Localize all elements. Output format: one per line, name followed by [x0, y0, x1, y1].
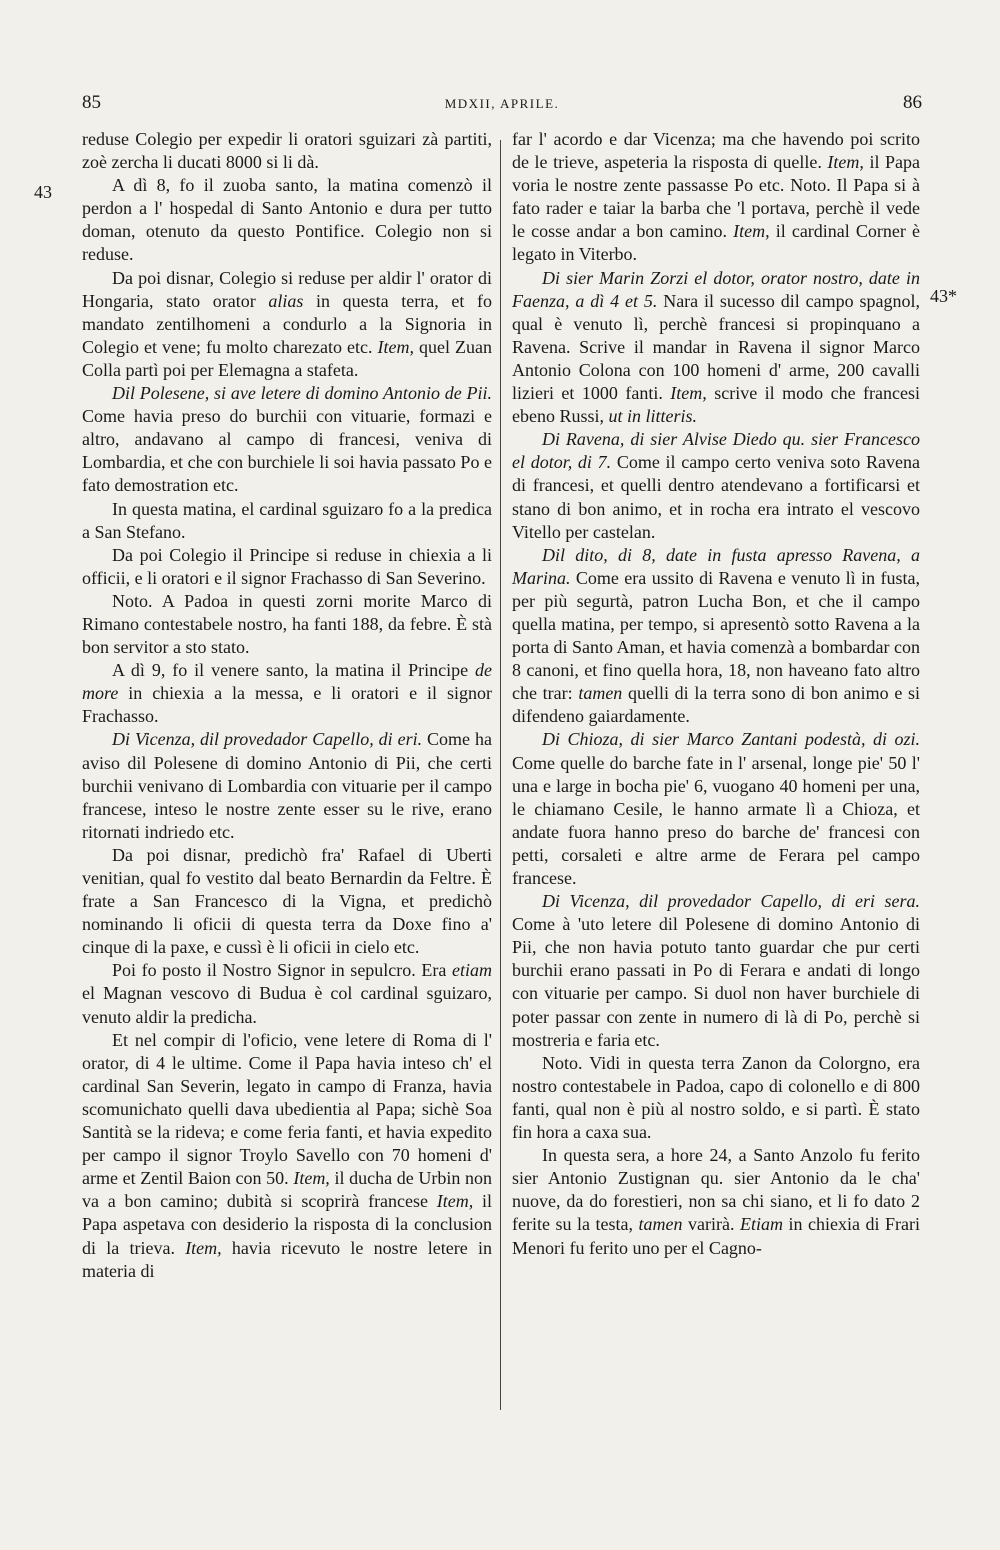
- text-run: A dì 9, fo il venere santo, la matina il Principe: [112, 660, 475, 681]
- italic-text: Di Chioza, di sier Marco Zantani podestà, di ozi.: [542, 729, 920, 750]
- text-run: in questa terra, et fo mandato zentilhomeni a condurlo a la Signoria in Colegio et vene; fu molto charezato etc.: [82, 290, 492, 357]
- text-run: Noto. A Padoa in questi zorni morite Marco di Rimano contestabele nostro, ha fanti 188, da febre. È stà bon servitor a sto stato.: [82, 590, 492, 658]
- italic-text: ut in litteris.: [608, 406, 698, 427]
- paragraph: [82, 1029, 492, 1283]
- italic-text: Etiam: [740, 1214, 783, 1235]
- text-run: varirà.: [682, 1214, 740, 1235]
- page-header: [82, 92, 922, 122]
- italic-text: etiam: [452, 960, 492, 981]
- italic-text: Item,: [827, 152, 864, 173]
- paragraph: [82, 844, 492, 959]
- italic-text: Item,: [185, 1237, 222, 1258]
- paragraph: [82, 590, 492, 659]
- italic-text: Item,: [293, 1168, 330, 1189]
- text-run: el Magnan vescovo di Budua è col cardinal sguizaro, venuto aldir la predicha.: [82, 983, 492, 1027]
- text-run: quelli di la terra sono di bon animo e si difendeno gaiardamente.: [512, 683, 920, 727]
- paragraph: [82, 959, 492, 1028]
- right-column: [512, 128, 920, 1260]
- italic-text: Di sier Marin Zorzi el dotor, orator nostro, date in Faenza, a dì 4 et 5.: [512, 267, 920, 311]
- text-run: Da poi disnar, predichò fra' Rafael di Uberti venitian, qual fo vestito dal beato Bernardin da Feltre. È frate a San Francesco di la Vigna, et predichò nominando li oficii di questa terra da Doxe fino a' cinque di la paxe, e cussì è li oficii in cielo etc.: [82, 844, 492, 958]
- paragraph: [82, 382, 492, 497]
- paragraph: [82, 267, 492, 382]
- paragraph: [82, 128, 492, 174]
- paragraph: [512, 890, 920, 1052]
- text-run: Come havia preso do burchii con vituarie, formazi e altro, andavano al campo di francesi, veniva di Lombardia, et che con burchiele li soi havia passato Po e fato demostration etc.: [82, 406, 492, 496]
- paragraph: [82, 174, 492, 266]
- page-number-left: 85: [82, 92, 101, 113]
- text-run: Et nel compir di l'oficio, vene letere di Roma di l' orator, di 4 le ultime. Come il Papa havia inteso ch' el cardinal San Severin, legato in campo di Franza, havia scomunichato quelli dava ubedientia al Papa; sichè Soa Santità se la rideva; e come feria fanti, et havia expedito per campo il signor Troylo Savello con 70 homeni d' arme et Zentil Baion con 50.: [82, 1029, 492, 1189]
- italic-text: tamen: [578, 683, 623, 704]
- italic-text: Dil dito, di 8, date in fusta apresso Ravena, a Marina.: [512, 544, 920, 588]
- italic-text: alias: [268, 290, 304, 311]
- italic-text: de more: [82, 660, 492, 704]
- text-run: quel Zuan Colla partì poi per Elemagna a stafeta.: [82, 336, 492, 380]
- text-run: il Papa aspetava con desiderio la risposta di la conclusion di la trieva.: [82, 1191, 492, 1258]
- paragraph: [82, 544, 492, 590]
- italic-text: Di Vicenza, dil provedador Capello, di eri.: [112, 729, 423, 750]
- italic-text: Item,: [733, 221, 770, 242]
- text-run: havia ricevuto le nostre letere in materia di: [82, 1237, 492, 1281]
- paragraph: [512, 728, 920, 890]
- paragraph: [512, 428, 920, 543]
- text-run: Poi fo posto il Nostro Signor in sepulcro. Era: [112, 960, 452, 981]
- text-run: Come à 'uto letere dil Polesene di domino Antonio di Pii, che non havia potuto tanto guardar che pur certi burchii erano passati in Po di Ferara e andati di longo con vituarie per campo. Si duol non haver burchiele di poter passar con zente in numero di là di Po, perchè si mostreria e faria etc.: [512, 914, 920, 1050]
- paragraph: [512, 128, 920, 267]
- text-run: Come era ussito di Ravena e venuto lì in fusta, per più segurtà, patron Lucha Bon, et che il campo quella matina, per tempo, si apresentò sotto Ravena a la porta di Santo Aman, et havia comenzà a bombardar con 8 canoni, et fino quella hora, 18, non haveano fato altro che trar:: [512, 567, 920, 704]
- text-run: in chiexia di Frari Menori fu ferito uno per el Cagno-: [512, 1214, 921, 1258]
- margin-number-right: 43*: [930, 286, 957, 306]
- text-run: Come ha aviso dil Polesene di domino Antonio di Pii, che certi burchii venivano di Lombardia con vituarie per il campo francese, inteso le nostre zente esser su le rive, erano ritornati indriedo etc.: [82, 729, 492, 842]
- text-run: In questa sera, a hore 24, a Santo Anzolo fu ferito sier Antonio Zustignan qu. sier Antonio da le cha' nuove, da do forestieri, non sa chi siano, et li fo dato 2 ferite su la testa,: [512, 1145, 920, 1235]
- paragraph: [512, 267, 920, 429]
- text-run: Noto. Vidi in questa terra Zanon da Colorgno, era nostro contestabele in Padoa, capo di colonello e di 800 fanti, qual non è più al nostro soldo, e si partì. È stato fin hora a caxa sua.: [512, 1052, 920, 1143]
- left-column: [82, 128, 492, 1283]
- text-run: In questa matina, el cardinal sguizaro fo a la predica a San Stefano.: [82, 498, 492, 542]
- italic-text: tamen: [638, 1214, 683, 1235]
- text-run: A dì 8, fo il zuoba santo, la matina comenzò il perdon a l' hospedal di Santo Antonio e dura per tutto doman, otenuto da questo Pontifice. Colegio non si reduse.: [82, 175, 492, 265]
- text-run: reduse Colegio per expedir li oratori sguizari zà partiti, zoè zercha li ducati 8000 si li dà.: [82, 129, 492, 173]
- text-run: Da poi Colegio il Principe si reduse in chiexia a li officii, e li oratori e il signor Frachasso di San Severino.: [82, 544, 492, 588]
- margin-number-left: 43: [34, 182, 52, 202]
- paragraph: [512, 1052, 920, 1144]
- running-title: MDXII, APRILE.: [444, 96, 560, 111]
- page-number-right: 86: [903, 92, 922, 113]
- text-run: Nara il sucesso dil campo spagnol, qual è venuto lì, perchè francesi si propinquano a Ravena. Scrive il mandar in Ravena il signor Marco Antonio Colona con 100 homeni d' arme, 200 cavalli lizieri et 1000 fanti.: [512, 290, 920, 404]
- paragraph: [512, 544, 920, 729]
- italic-text: Item,: [377, 336, 414, 357]
- text-run: Come quelle do barche fate in l' arsenal, longe pie' 50 l' una e large in bocha pie' 6, vuogano 40 homeni per una, le chiamano Cesile, le hanno armate lì a Chioza, et andate fuora hanno preso do barche de' francesi con petti, corsaleti e altre arme de Ferara pel campo francese.: [512, 752, 920, 888]
- text-run: il cardinal Corner è legato in Viterbo.: [512, 221, 920, 265]
- text-run: il ducha de Urbin non va a bon camino; dubità si scoprirà francese: [82, 1168, 493, 1212]
- text-run: scrive il modo che francesi ebeno Russi,: [512, 383, 921, 427]
- paragraph: [82, 728, 492, 843]
- italic-text: Di Vicenza, dil provedador Capello, di eri sera.: [542, 891, 920, 912]
- column-divider: [500, 140, 501, 1410]
- paragraph: [82, 659, 492, 728]
- italic-text: Item,: [670, 383, 707, 404]
- text-run: Come il campo certo veniva soto Ravena di francesi, et quelli dentro atendevano a fortificarsi et stano di bon animo, et in rocha era intrato el vescovo Vitello per castelan.: [512, 452, 920, 542]
- paragraph: [512, 1144, 920, 1259]
- text-run: il Papa voria le nostre zente passasse Po etc. Noto. Il Papa si à fato rader e taiar la barba che 'l portava, perchè il vede le cosse andar a bon camino.: [512, 152, 920, 242]
- text-run: far l' acordo e dar Vicenza; ma che havendo poi scrito de le trieve, aspeteria la risposta di quelle.: [512, 129, 920, 173]
- italic-text: Dil Polesene, si ave letere di domino Antonio de Pii.: [112, 383, 492, 404]
- text-run: Da poi disnar, Colegio si reduse per aldir l' orator di Hongaria, stato orator: [82, 267, 492, 311]
- italic-text: Di Ravena, di sier Alvise Diedo qu. sier Francesco el dotor, di 7.: [512, 429, 920, 473]
- text-run: in chiexia a la messa, e li oratori e il signor Frachasso.: [82, 683, 492, 727]
- paragraph: [82, 498, 492, 544]
- italic-text: Item,: [436, 1191, 474, 1212]
